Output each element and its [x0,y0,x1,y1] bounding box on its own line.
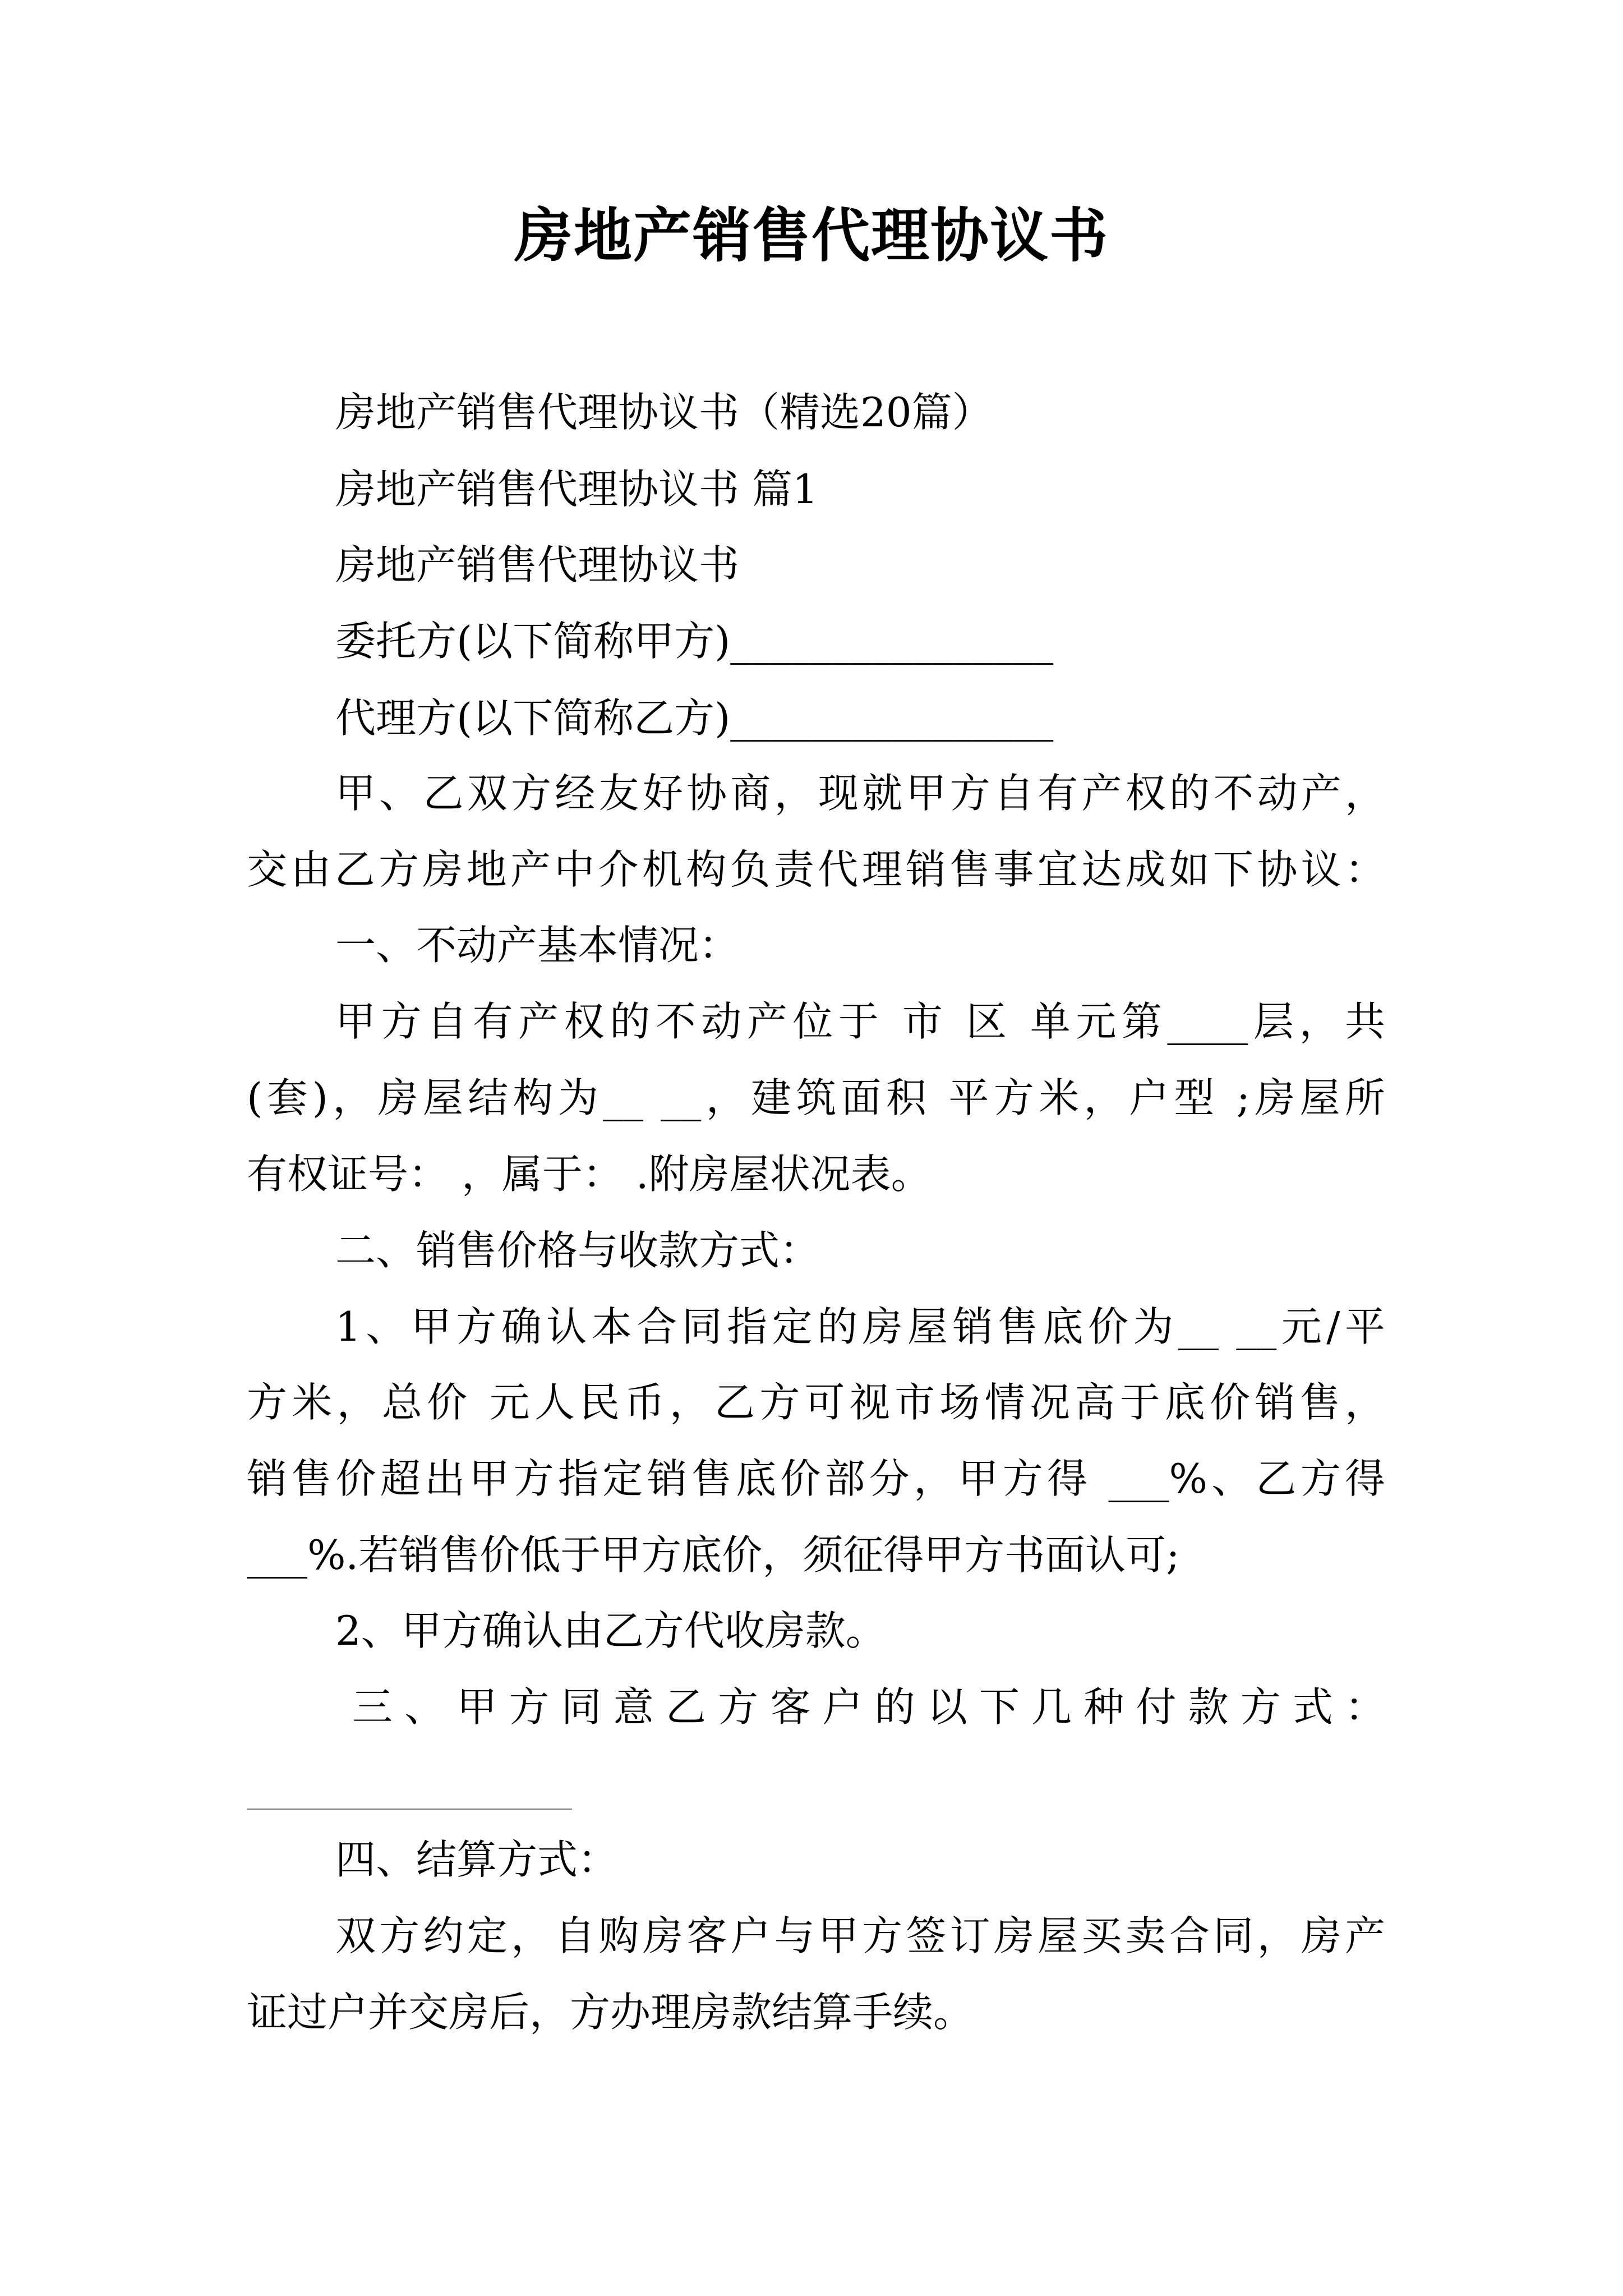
subtitle-line: 房地产销售代理协议书（精选20篇） [335,389,993,436]
principal-party-line: 委托方(以下简称甲方)________________ [335,618,1054,665]
paragraph-line: 甲、乙双方经友好协商，现就甲方自有产权的不动产， [335,770,1385,817]
paragraph-line: 1、甲方确认本合同指定的房屋销售底价为__ __元/平 [335,1303,1385,1350]
clause-heading: 二、销售价格与收款方式： [335,1227,820,1274]
section-heading: 房地产销售代理协议书 篇1 [335,466,818,513]
clause-heading: 一、不动产基本情况： [335,922,740,969]
payment-methods-blank-line [247,1809,572,1810]
paragraph-line: 方米，总价 元人民币，乙方可视市场情况高于底价销售， [247,1379,1385,1426]
paragraph-line: ___%.若销售价低于甲方底价，须征得甲方书面认可; [247,1531,1180,1579]
paragraph-line: 双方约定，自购房客户与甲方签订房屋买卖合同，房产 [335,1912,1385,1959]
paragraph-line: 销售价超出甲方指定销售底价部分，甲方得 ___%、乙方得 [247,1455,1385,1502]
paragraph-line: (套)，房屋结构为__ __，建筑面积 平方米，户型 ;房屋所 [247,1074,1385,1121]
agreement-name: 房地产销售代理协议书 [335,541,740,588]
paragraph-line: 2、甲方确认由乙方代收房款。 [335,1607,886,1654]
clause-heading: 三、甲方同意乙方客户的以下几种付款方式： [352,1683,1385,1731]
agent-party-line: 代理方(以下简称乙方)________________ [335,694,1054,742]
clause-heading: 四、结算方式： [335,1836,619,1883]
document-title: 房地产销售代理协议书 [514,201,1109,270]
paragraph-line: 甲方自有产权的不动产位于 市 区 单元第____层，共 [335,998,1385,1045]
paragraph-line: 有权证号： ，属于： .附房屋状况表。 [247,1151,932,1198]
paragraph-line: 交由乙方房地产中介机构负责代理销售事宜达成如下协议： [247,846,1385,893]
paragraph-line: 证过户并交房后，方办理房款结算手续。 [247,1989,974,2036]
